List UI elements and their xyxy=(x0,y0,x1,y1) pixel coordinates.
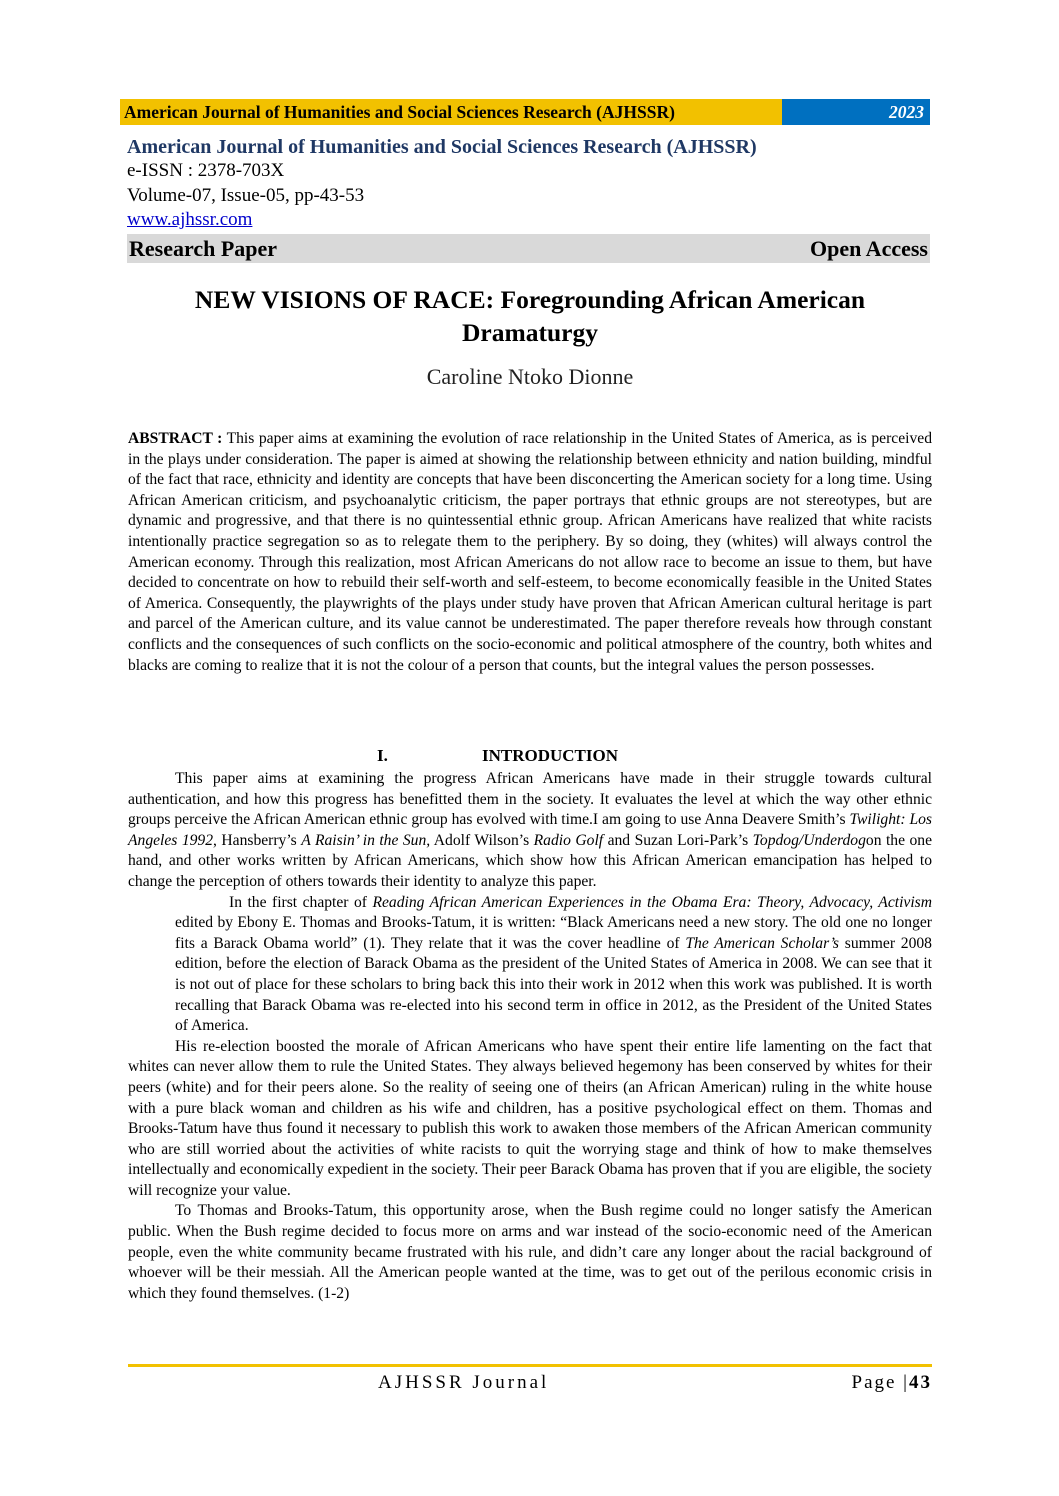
introduction-body xyxy=(128,769,932,1304)
volume-info: Volume-07, Issue-05, pp-43-53 xyxy=(127,185,365,206)
page-number: 43 xyxy=(909,1372,932,1393)
paragraph: In the first chapter of Reading African American Experiences in the Obama Era: Theory, Advocacy, Activism edited by Ebony E. Thomas and Brooks-Tatum, it is written: “Black Americans need a new story. The old one no longer fits a Barack Obama world” (1). They relate that it was the cover headline of The American Scholar’s summer 2008 edition, before the election of Barack Obama as the president of the United States of America in 2008. We can see that it is not out of place for these scholars to bring back this into their work in 2012 when this work was published. It is worth recalling that Barack Obama was re-elected into his second term in office in 2012, as the President of the United States of America. xyxy=(175,893,932,1035)
journal-url-link[interactable]: www.ajhssr.com xyxy=(127,209,253,230)
access-type: Open Access xyxy=(810,235,928,261)
section-heading xyxy=(377,746,618,766)
author-name: Caroline Ntoko Dionne xyxy=(426,364,634,389)
footer-divider xyxy=(128,1364,932,1367)
abstract-text: This paper aims at examining the evolution of race relationship in the United States of America, as is perceived in the plays under consideration. The paper is aimed at showing the relationship between ethnicity and nation building, mindful of the fact that race, ethnicity and identity are concepts that have been disconcerting the American society for a long time. Using African American criticism, and psychoanalytic criticism, the paper portrays that ethnic groups are not stereotypes, but are dynamic and progressive, and that there is no quintessential ethnic group. African Americans have realized that white racists intentionally practice segregation so as to relegate them to the periphery. By so doing, they (whites) will always control the American economy. Through this realization, most African Americans do not allow race to become an issue to them, but have decided to concentrate on how to rebuild their self-worth and self-esteem, to become economically feasible in the United States of America. Consequently, the playwrights of the plays under study have proven that African American cultural heritage is part and parcel of the American culture, and its value cannot be underestimated. The paper therefore reveals how through constant conflicts and the consequences of such conflicts on the socio-economic and political atmosphere of the country, both whites and blacks are coming to realize that it is not the colour of a person that counts, but the integral values the person possesses. xyxy=(128,430,932,674)
journal-banner xyxy=(120,99,930,125)
banner-year: 2023 xyxy=(782,99,930,125)
paper-type-bar xyxy=(127,234,930,263)
section-title: INTRODUCTION xyxy=(482,746,619,765)
issn: e-ISSN : 2378-703X xyxy=(127,160,285,181)
paragraph: To Thomas and Brooks-Tatum, this opportunity arose, when the Bush regime could no longer satisfy the American public. When the Bush regime decided to focus more on arms and war instead of the socio-economic need of the American people, even the white community became frustrated with his rule, and didn’t care any longer about the racial background of whoever will be their messiah. All the American people wanted at the time, was to get out of the perilous economic crisis in which they found themselves. (1-2) xyxy=(128,1202,932,1302)
paragraph: This paper aims at examining the progress African Americans have made in their struggle towards cultural authentication, and how this progress has benefitted them in the society. It evaluates the level at which the way other ethnic groups perceive the African American ethnic group has evolved with time.I am going to use Anna Deavere Smith’s Twilight: Los Angeles 1992, Hansberry’s A Raisin’ in the Sun, Adolf Wilson’s Radio Golf and Suzan Lori-Park’s Topdog/Underdogon the one hand, and other works written by African Americans, which show how this African American emancipation has helped to change the perception of others towards their identity to analyze this paper. xyxy=(128,770,932,890)
banner-journal-title: American Journal of Humanities and Social Sciences Research (AJHSSR) xyxy=(120,99,782,125)
paragraph: His re-election boosted the morale of African Americans who have spent their entire life lamenting on the fact that whites can never allow them to rule the United States. They always believed hegemony has been conserved by whites for their peers (white) and for their peers alone. So the reality of seeing one of theirs (an African American) ruling in the white house with a pure black woman and children as his wife and children, has a positive psychological effect on them. Thomas and Brooks-Tatum have thus found it necessary to publish this work to awaken those members of the African American community who are still worried about the activities of white racists to quit the worrying stage and think of how to make themselves intellectually and economically expedient in the society. Their peer Barack Obama has proven that if you are eligible, the society will recognize your value. xyxy=(128,1037,932,1199)
abstract-label: ABSTRACT : xyxy=(128,430,223,447)
abstract xyxy=(128,429,932,676)
footer-journal: AJHSSR Journal xyxy=(378,1372,550,1393)
journal-name: American Journal of Humanities and Social Sciences Research (AJHSSR) xyxy=(127,136,757,158)
page-number-label: Page |43 xyxy=(851,1372,932,1393)
page-footer xyxy=(128,1372,932,1394)
paper-title: NEW VISIONS OF RACE: Foregrounding African American Dramaturgy xyxy=(194,285,866,347)
section-number: I. xyxy=(377,746,388,765)
paper-type: Research Paper xyxy=(129,235,278,261)
